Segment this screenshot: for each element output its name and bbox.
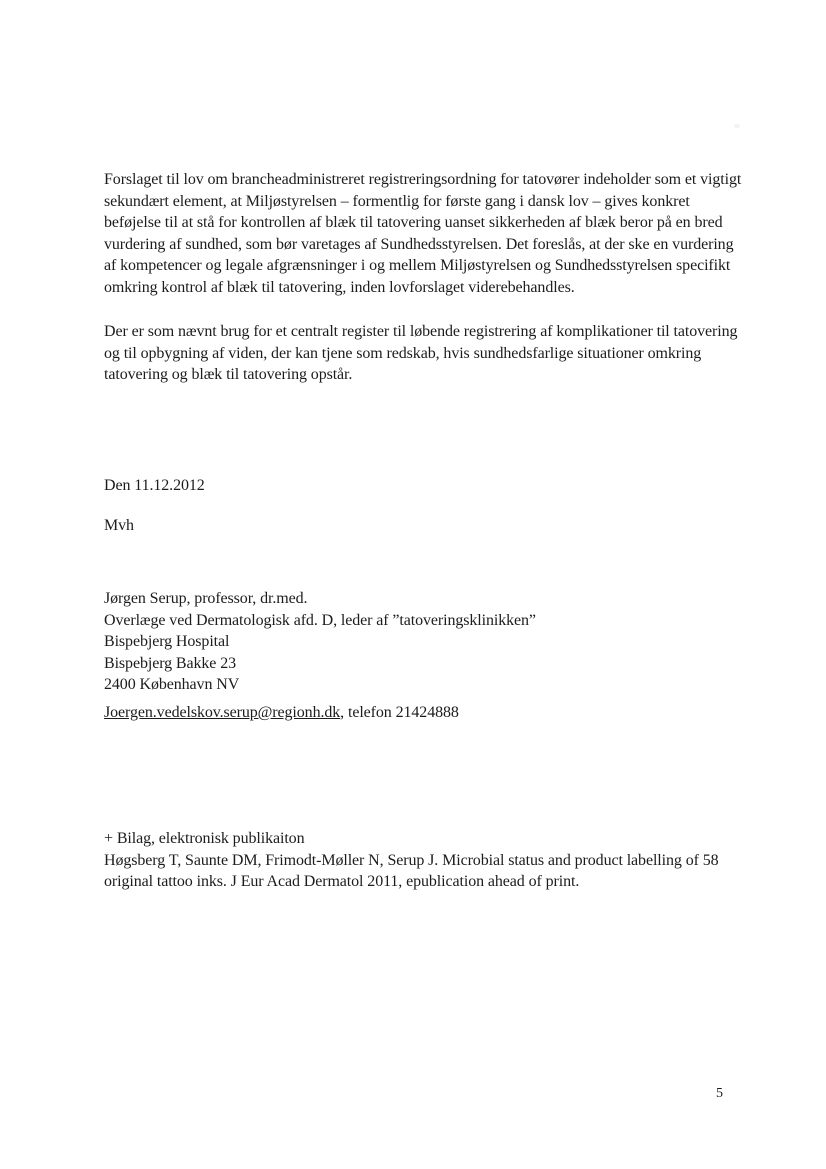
signature-street: Bispebjerg Bakke 23 — [104, 654, 237, 672]
contact-line — [104, 702, 744, 724]
attachment-block — [104, 828, 744, 893]
signature-block — [104, 588, 744, 696]
paragraph-proposal: Forslaget til lov om brancheadministreret registreringsordning for tatovører indeholder som et vigtigt sekundært element, at Miljøstyrelsen – formentlig for første gang i dansk lov – gives konkret beføjelse til at stå for kontrollen af blæk til tatovering uanset sikkerheden af blæk beror på en bred vurdering af sundhed, som bør varetages af Sundhedsstyrelsen. Det foreslås, at der ske en vurdering af kompetencer og legale afgrænsninger i og mellem Miljøstyrelsen og Sundhedsstyrelsen specifikt omkring kontrol af blæk til tatovering, inden lovforslaget viderebehandles. — [104, 171, 742, 296]
signature-hospital: Bispebjerg Hospital — [104, 633, 230, 650]
phone-text: , telefon 21424888 — [340, 704, 459, 721]
date-line: Den 11.12.2012 — [104, 477, 205, 494]
closing-line: Mvh — [104, 517, 134, 534]
signature-city: 2400 København NV — [104, 676, 240, 693]
attachment-reference: Høgsberg T, Saunte DM, Frimodt-Møller N, Serup J. Microbial status and product labelling of 58 original tattoo inks. J Eur Acad Dermatol 2011, epublication ahead of print. — [104, 851, 719, 890]
email-link[interactable]: Joergen.vedelskov.serup@regionh.dk — [104, 704, 341, 721]
signature-name: Jørgen Serup, professor, dr.med. — [104, 590, 308, 607]
scan-artifact — [734, 124, 740, 128]
paragraph-register: Der er som nævnt brug for et centralt register til løbende registrering af komplikationer til tatovering og til opbygning af viden, der kan tjene som redskab, hvis sundhedsfarlige situationer omkring tatovering og blæk til tatovering opstår. — [104, 323, 738, 383]
signature-role: Overlæge ved Dermatologisk afd. D, leder af ”tatoveringsklinikken” — [104, 611, 536, 629]
attachment-label: + Bilag, elektronisk publikaiton — [104, 830, 305, 847]
page-number: 5 — [716, 1086, 723, 1101]
